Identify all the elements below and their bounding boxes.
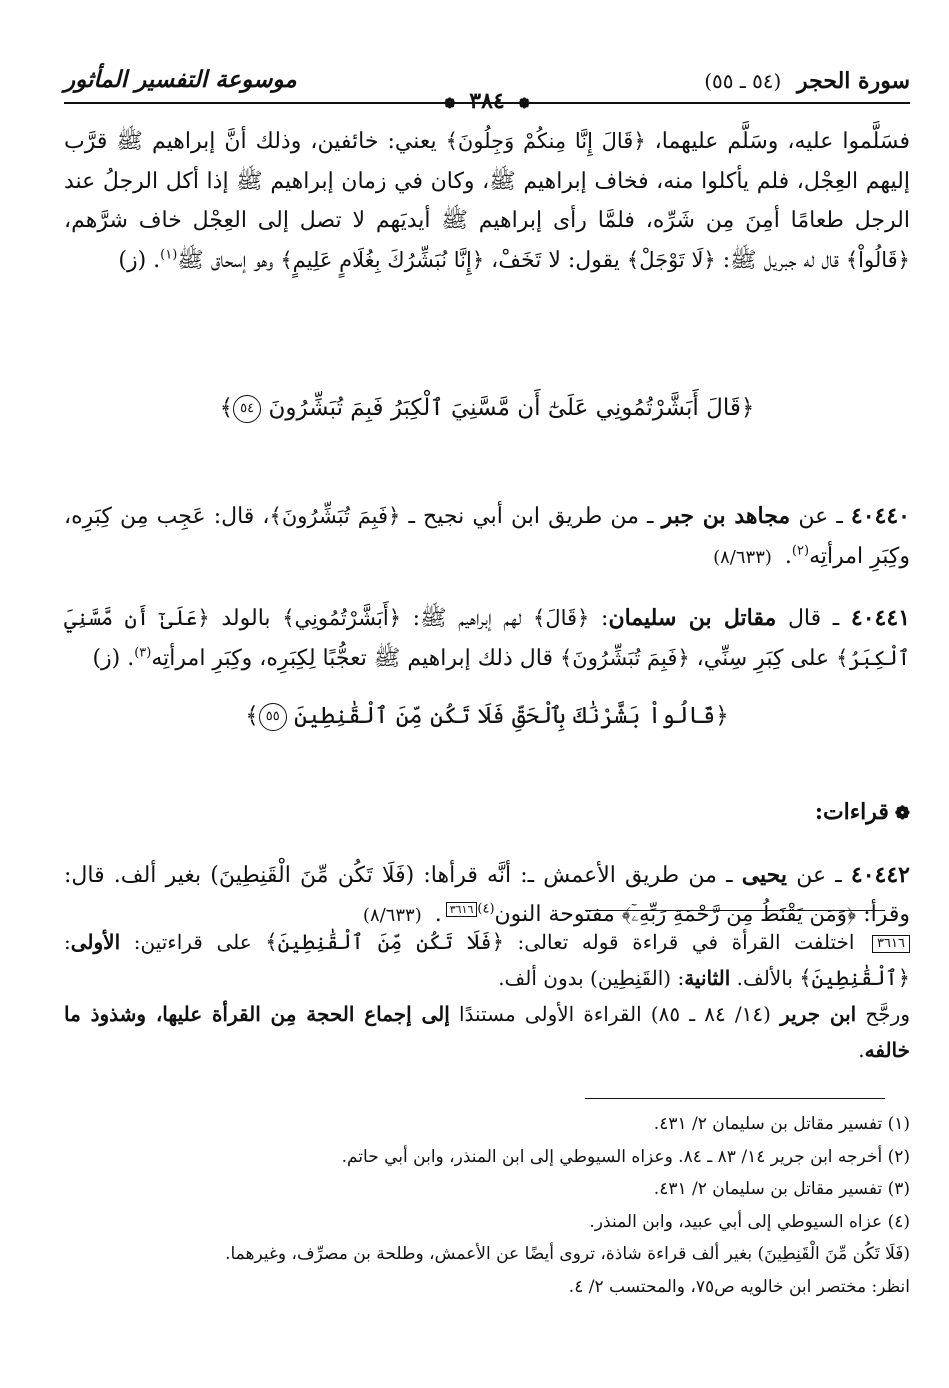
note-text <box>64 924 910 996</box>
star-icon: ❁ <box>894 803 910 824</box>
ayah-bracket: ﴾ <box>245 703 259 729</box>
text-run: ـ من طريق ابن أبي نجيح ـ <box>400 504 662 529</box>
narration-number: ٤٠٤٤٠ <box>850 503 910 529</box>
note-number-box: ٣٦١٦ <box>872 935 910 953</box>
commentary-paragraph <box>64 122 910 280</box>
text-run: . <box>434 902 442 927</box>
text-run: . <box>784 543 792 569</box>
narrator-name: يحيى <box>741 861 788 888</box>
text-run: ـ عن <box>790 504 851 529</box>
ayah-text: ﴿قَالُواْ بَشَّرْنَٰكَ بِٱلْحَقِّ فَلَا تَكُن مِّنَ ٱلْقَٰنِطِينَ <box>294 703 729 729</box>
volume-reference: (٨/٦٣٣) <box>713 546 772 568</box>
bold-conclusion: إلى إجماع الحجة مِن القرأة عليها، وشذوذ ما خالفه <box>64 1002 910 1062</box>
footnote-4-see-also: انظر: مختصر ابن خالويه ص٧٥، والمحتسب ٢/ ٤. <box>568 1276 910 1297</box>
quran-quote: ﴿فَلَا تَكُن مِّنَ ٱلْقَٰنِطِينَ﴾ <box>265 930 504 954</box>
ayah-54 <box>64 388 910 428</box>
book-title: موسوعة التفسير المأثور <box>64 66 297 93</box>
text-run: يقول: لا تَخَفْ، <box>484 247 627 273</box>
text-run: اختلفت القرأة في قراءة قوله تعالى: <box>503 930 869 954</box>
scholar-name: ابن جرير <box>780 1002 857 1026</box>
text-run: ـ قال <box>776 606 851 631</box>
footnote-ref[interactable]: (٣) <box>134 645 152 661</box>
footnote-3: (٣) تفسير مقاتل بن سليمان ٢/ ٤٣١. <box>653 1179 910 1199</box>
page-header <box>64 62 910 112</box>
quran-quote: ﴿أَبَشَّرْتُمُونِي﴾ <box>282 606 401 630</box>
text-run: يعني: خائفين، وذلك أنَّ إبراهيم ﷺ قرَّب إليهم العِجْل، فلم يأكلوا منه، فخاف إبراهيم ﷺ، وكان في زمان إبراهيم ﷺ إذا أكل الرجلُ عند الرجل طعامًا أمِنَ مِن شَرِّه، فلمَّا رأى إبراهيم ﷺ أيديَهم لا تصل إلى العِجْل خاف شرَّهم، <box>64 129 910 233</box>
ayah-55 <box>64 696 910 736</box>
editorial-note <box>64 924 910 1068</box>
text-run: على قراءتين: <box>120 930 266 954</box>
text-run: على كِبَرِ سِنِّي، <box>689 645 837 671</box>
quran-quote: ﴿قَالُواْ﴾ <box>845 247 910 272</box>
ayah-number: ٥٥ <box>259 703 287 731</box>
narrator-name: مجاهد بن جبر <box>661 503 791 529</box>
text-run: . (ز) <box>118 247 161 273</box>
narrator-name: مقاتل بن سليمان <box>608 605 777 631</box>
note-separator <box>585 910 885 911</box>
note-preference <box>64 996 910 1068</box>
ornament-icon: ❁ <box>443 96 456 112</box>
text-run: ـ من طريق الأعمش ـ: أنَّه قرأها: (فَلَا تَكُن مِّنَ الْقَنِطِينَ) بغير ألف. قال: وقرأ: <box>64 862 910 927</box>
text-run: قال ذلك إبراهيم ﷺ تعجُّبًا لِكِبَرِه، وكِبَرِ امرأتِه <box>151 645 560 671</box>
quran-quote: ﴿قَالَ﴾ <box>533 606 590 630</box>
verse-range: (٥٤ ـ ٥٥) <box>704 69 782 93</box>
quran-quote: ﴿ٱلْقَٰنِطِينَ﴾ <box>799 966 910 990</box>
note-ref-box[interactable]: ٣٦١٦ <box>446 902 478 917</box>
paragraph-text <box>64 122 910 280</box>
text-run: . <box>858 1038 865 1062</box>
text-run: ـ عن <box>787 862 851 888</box>
quran-quote: ﴿عَلَىٰٓ أَن مَّسَّنِيَ ٱلْكِبَرُ﴾ <box>64 606 910 670</box>
ayah-number: ٥٤ <box>233 395 261 423</box>
narrations-block <box>64 475 910 700</box>
second-reading-label: الثانية <box>684 966 731 990</box>
quran-quote: ﴿فَبِمَ تُبَشِّرُونَ﴾ <box>269 504 401 528</box>
page-number: ٣٨٤ <box>469 88 505 114</box>
quran-quote: ﴿فَبِمَ تُبَشِّرُونَ﴾ <box>559 645 690 670</box>
text-run: قال له جبريل ﷺ: <box>715 247 846 273</box>
text-run: مفتوحة النون <box>494 902 622 927</box>
heading-text: قراءات: <box>814 799 889 825</box>
text-run: لهم إبراهيم ﷺ: <box>401 606 534 631</box>
text-run: ورجَّح <box>856 1002 910 1026</box>
footnote-ref[interactable]: (٤) <box>477 901 495 917</box>
text-run: بالألف. <box>730 966 800 990</box>
narration-40440 <box>64 497 910 577</box>
footnote-2: (٢) أخرجه ابن جرير ١٤/ ٨٣ ـ ٨٤. وعزاه السيوطي إلى ابن المنذر، وابن أبي حاتم. <box>341 1146 910 1167</box>
footnote-4: (٤) عزاه السيوطي إلى أبي عبيد، وابن المنذر. <box>589 1211 910 1232</box>
volume-reference: (٨/٦٣٣) <box>362 905 422 926</box>
text-run: وهو إسحاق ﷺ <box>177 247 281 273</box>
quran-quote: ﴿إِنَّا نُبَشِّرُكَ بِغُلَامٍ عَلِيمٍ﴾ <box>280 247 485 272</box>
text-run: (١٤/ ٨٤ ـ ٨٥) القراءة الأولى مستندًا <box>449 1002 781 1026</box>
narration-number: ٤٠٤٤٢ <box>850 861 910 888</box>
ayah-bracket: ﴾ <box>219 395 234 421</box>
ayah-text: ﴿قَالَ أَبَشَّرْتُمُونِي عَلَىٰٓ أَن مَّسَّنِيَ ٱلْكِبَرُ فَبِمَ تُبَشِّرُونَ <box>268 395 755 421</box>
section-heading <box>64 793 910 834</box>
footnotes <box>64 1108 910 1303</box>
text-run: : (القَنِطِين) بدون ألف. <box>498 966 685 990</box>
footnote-ref[interactable]: (٢) <box>791 543 810 559</box>
narration-number: ٤٠٤٤١ <box>850 605 911 631</box>
text-run: . (ز) <box>92 645 135 671</box>
surah-name: سورة الحجر <box>797 68 910 94</box>
quran-quote: ﴿وَمَن يَقْنَطُ مِن رَّحْمَةِ رَبِّهِۦٓ﴾ <box>621 902 857 926</box>
footnote-separator <box>585 1098 885 1099</box>
footnote-ref[interactable]: (١) <box>160 247 178 263</box>
narration-40441 <box>64 599 910 678</box>
text-run: بالولد <box>209 606 283 631</box>
text-run: فسَلَّموا عليه، وسَلَّم عليهما، <box>645 129 910 154</box>
footnote-4-continued: (فَلَا تَكُن مِّنَ الْقَنِطِينَ) بغير ألف قراءة شاذة، تروى أيضًا عن الأعمش، وطلحة بن مصرِّف، وغيرهما. <box>225 1244 910 1264</box>
text-run: : <box>589 606 609 631</box>
footnote-1: (١) تفسير مقاتل بن سليمان ٢/ ٤٣١. <box>653 1114 910 1134</box>
quran-quote: ﴿لَا تَوْجَلْ﴾ <box>626 247 716 272</box>
header-rule <box>64 102 910 104</box>
quran-quote: ﴿قَالَ إِنَّا مِنكُمْ وَجِلُونَ﴾ <box>445 129 646 153</box>
ornament-icon: ❁ <box>518 96 531 112</box>
first-reading-label: الأولى <box>70 930 121 954</box>
text-run: : <box>64 930 71 954</box>
text-run: ، قال: عَجِب مِن كِبَرِه، وكِبَرِ امرأتِه <box>64 504 910 569</box>
